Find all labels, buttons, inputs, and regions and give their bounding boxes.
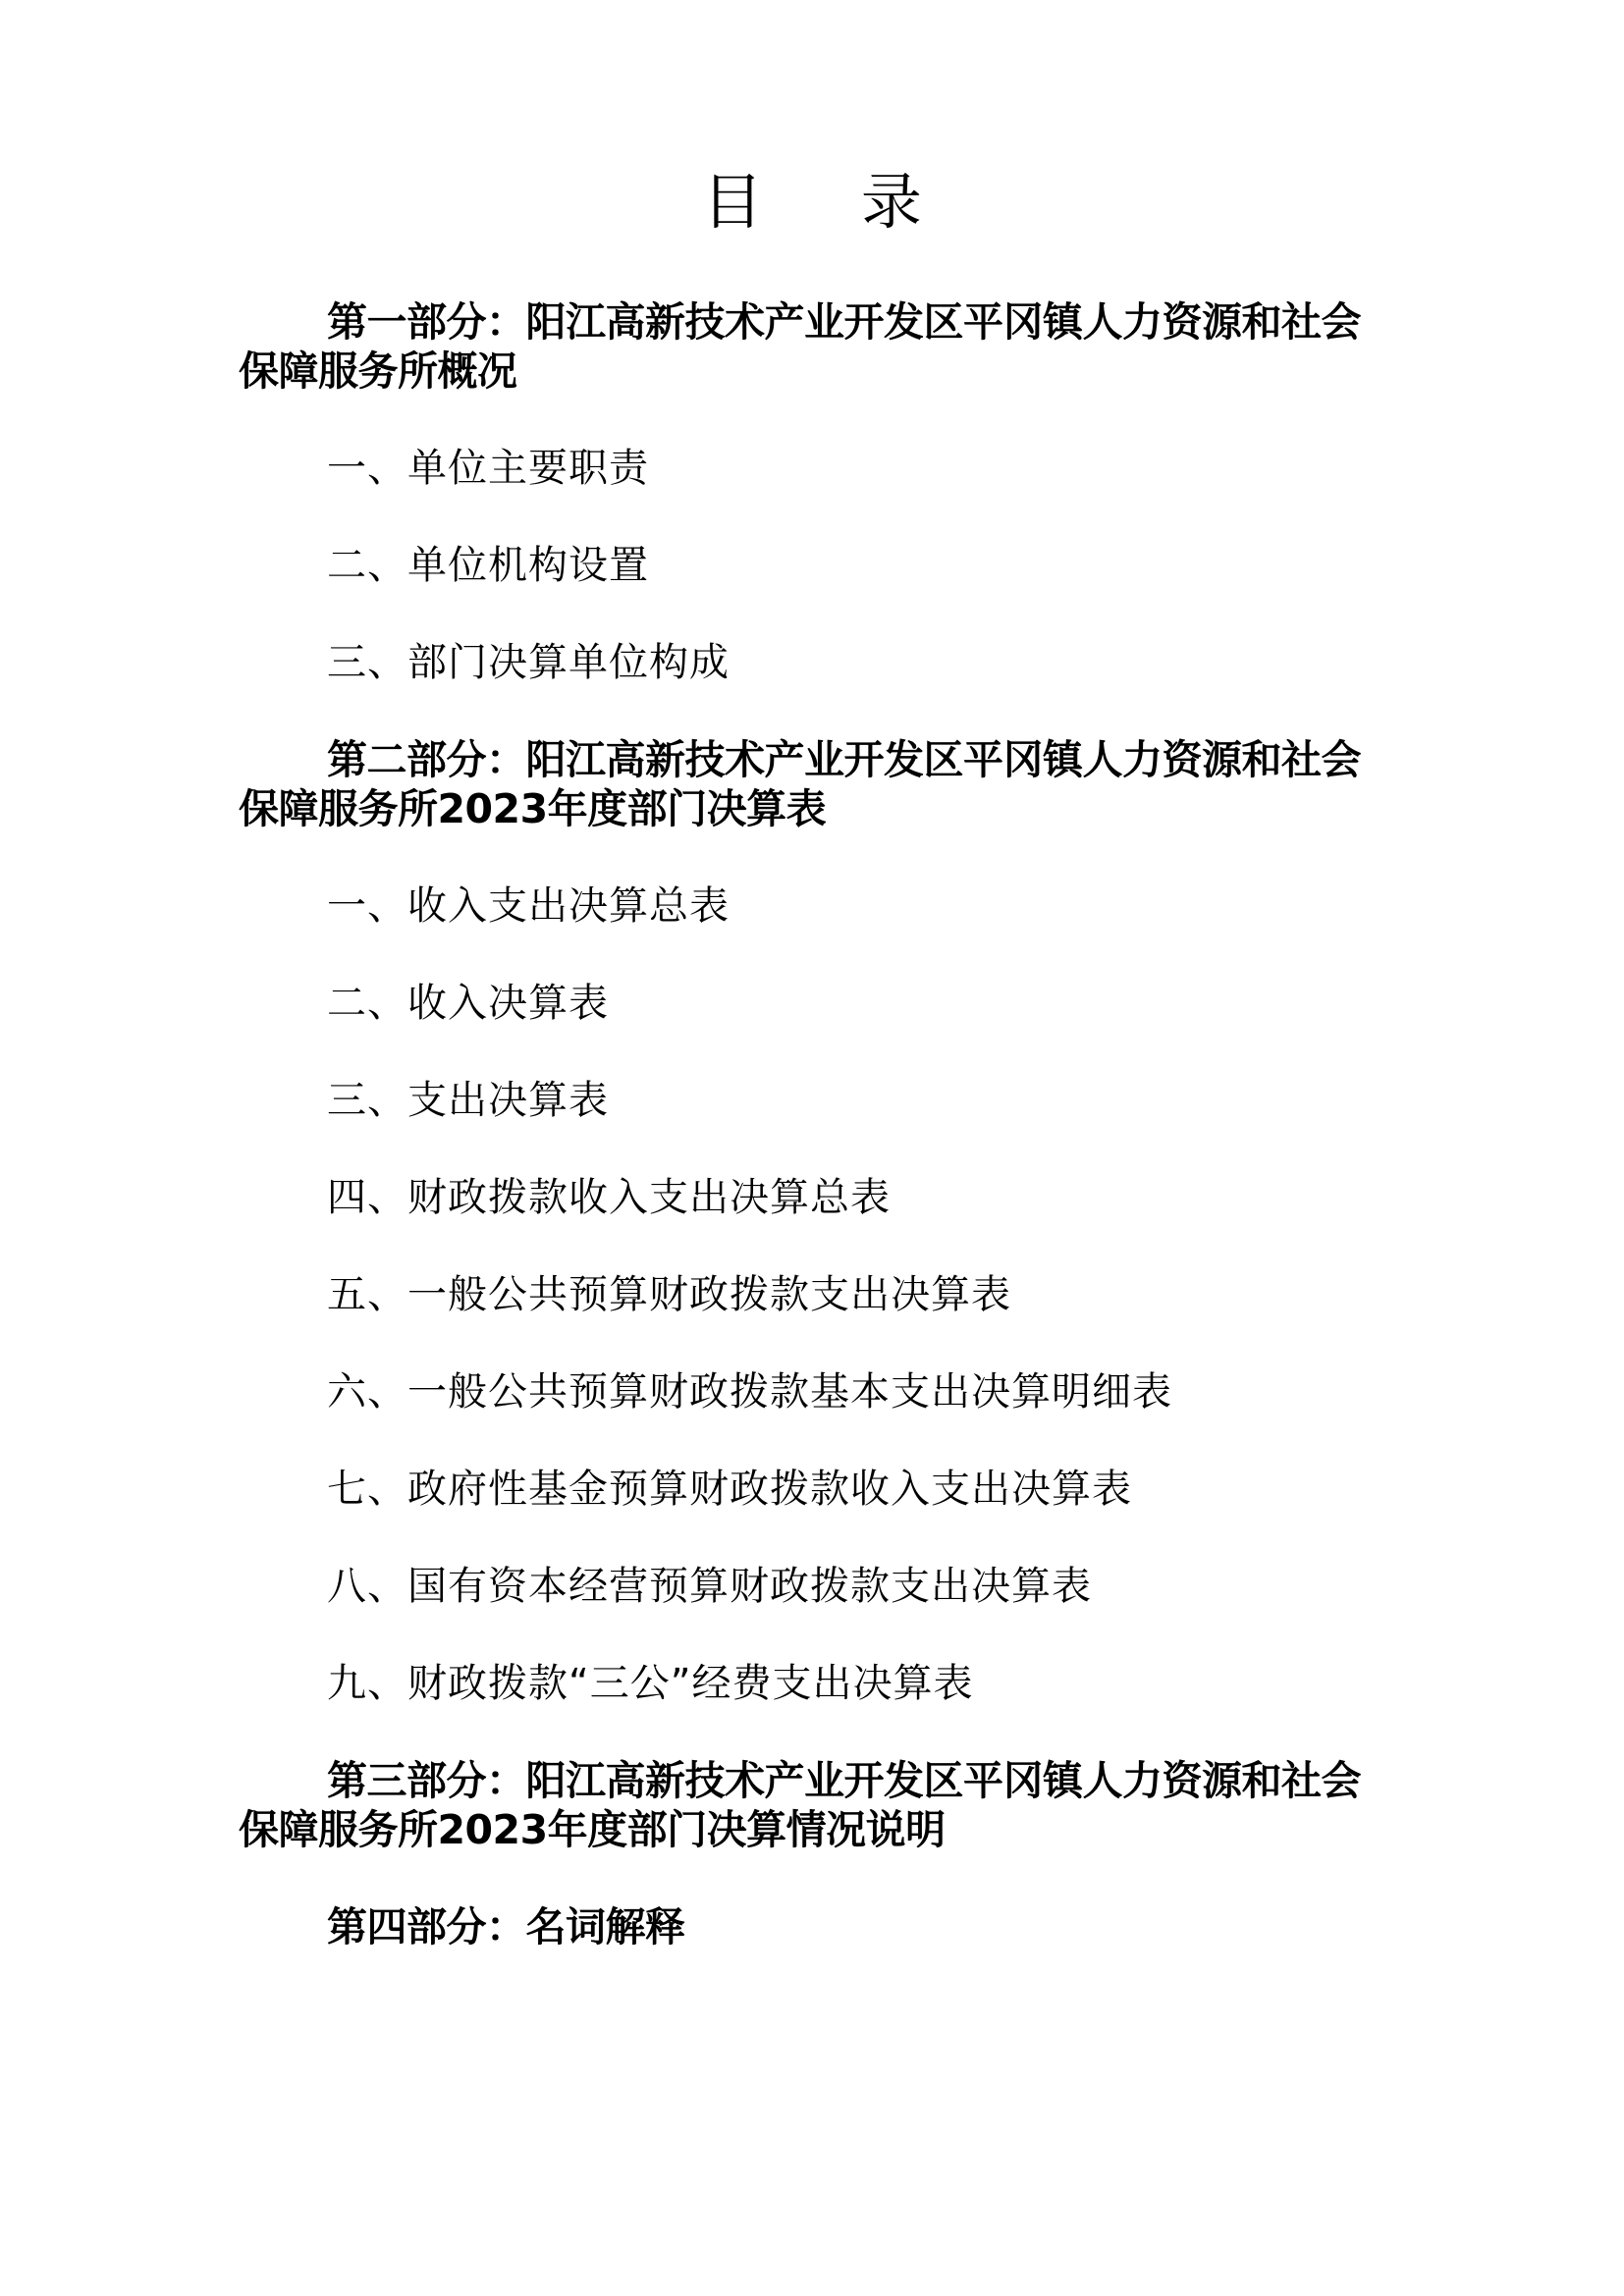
toc-part-4-heading[interactable]: 第四部分：名词解释 (327, 1903, 685, 1950)
toc-item[interactable]: 三、部门决算单位构成 (327, 640, 730, 685)
toc-item[interactable]: 三、支出决算表 (327, 1078, 609, 1123)
toc-part-3-heading[interactable]: 第三部分：阳江高新技术产业开发区平冈镇人力资源和社会保障服务所2023年度部门决算情况说明 (239, 1757, 1361, 1853)
toc-item[interactable]: 八、国有资本经营预算财政拨款支出决算表 (327, 1564, 1092, 1609)
toc-item[interactable]: 一、收入支出决算总表 (327, 883, 730, 929)
toc-part-2-heading[interactable]: 第二部分：阳江高新技术产业开发区平冈镇人力资源和社会保障服务所2023年度部门决算表 (239, 736, 1361, 832)
toc-item[interactable]: 九、财政拨款“三公”经费支出决算表 (327, 1661, 974, 1706)
toc-item[interactable]: 二、收入决算表 (327, 981, 609, 1026)
toc-item[interactable]: 七、政府性基金预算财政拨款收入支出决算表 (327, 1467, 1132, 1512)
toc-part-1-heading[interactable]: 第一部分：阳江高新技术产业开发区平冈镇人力资源和社会保障服务所概况 (239, 298, 1361, 395)
table-of-contents (239, 297, 1387, 1951)
toc-title: 目 录 (702, 166, 961, 238)
toc-item[interactable]: 六、一般公共预算财政拨款基本支出决算明细表 (327, 1369, 1172, 1415)
toc-item[interactable]: 五、一般公共预算财政拨款支出决算表 (327, 1272, 1011, 1317)
toc-item[interactable]: 四、财政拨款收入支出决算总表 (327, 1175, 891, 1220)
toc-item[interactable]: 一、单位主要职责 (327, 446, 649, 491)
toc-item[interactable]: 二、单位机构设置 (327, 543, 649, 588)
